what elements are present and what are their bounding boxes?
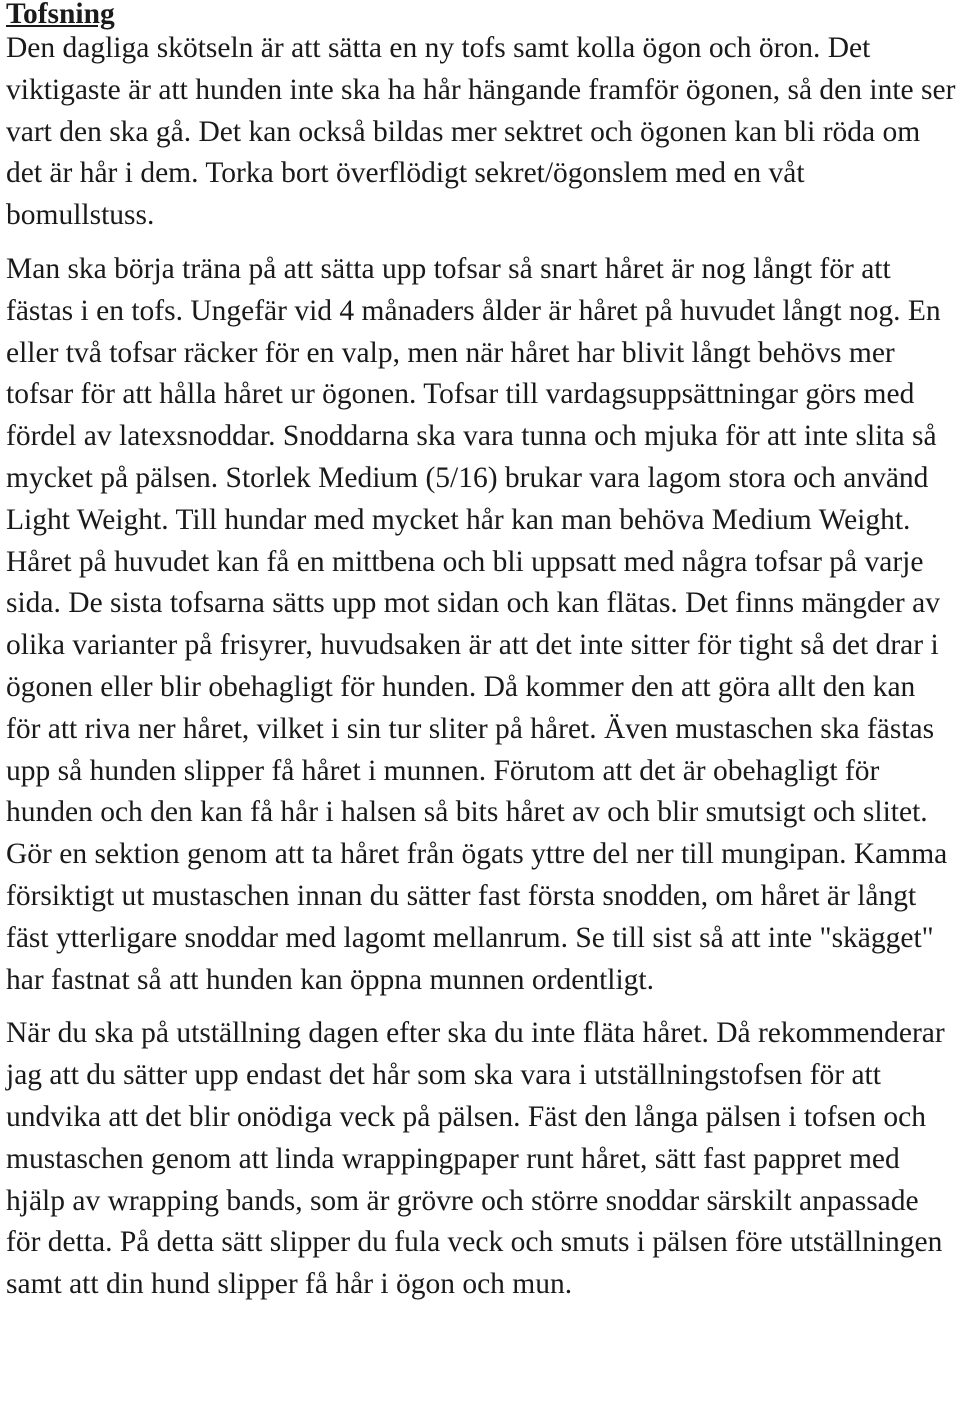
paragraph-show-preparation: När du ska på utställning dagen efter ska du inte fläta håret. Då rekommenderar jag att du sätter upp endast det hår som ska vara i utställningstofsen för att undvika att det blir onödiga veck på pälsen. Fäst den långa pälsen i tofsen och mustaschen genom att linda wrappingpaper runt håret, sätt fast pappret med hjälp av wrapping bands, som är grövre och större snoddar särskilt anpassade för detta. På detta sätt slipper du fula veck och smuts i pälsen före utställningen samt att din hund slipper få hår i ögon och mun.	[6, 1017, 945, 1301]
document-title: Tofsning	[6, 0, 115, 30]
paragraph-daily-care: Den dagliga skötseln är att sätta en ny tofs samt kolla ögon och öron. Det viktigaste är att hunden inte ska ha hår hängande framför ögonen, så den inte ser vart den ska gå. Det kan också bildas mer sektret och ögonen kan bli röda om det är hår i dem. Torka bort överflödigt sekret/ögonslem med en våt bomullstuss.	[6, 32, 956, 232]
document-page	[6, 0, 956, 1306]
paragraph-training-topknots: Man ska börja träna på att sätta upp tofsar så snart håret är nog långt för att fästas i en tofs. Ungefär vid 4 månaders ålder är håret på huvudet långt nog. En eller två tofsar räcker för en valp, men när håret har blivit långt behövs mer tofsar för att hålla håret ur ögonen. Tofsar till vardagsuppsättningar görs med fördel av latexsnoddar. Snoddarna ska vara tunna och mjuka för att inte slita så mycket på pälsen. Storlek Medium (5/16) brukar vara lagom stora och använd Light Weight. Till hundar med mycket hår kan man behöva Medium Weight. Håret på huvudet kan få en mittbena och bli uppsatt med några tofsar på varje sida. De sista tofsarna sätts upp mot sidan och kan flätas. Det finns mängder av olika varianter på frisyrer, huvudsaken är att det inte sitter för tight så det drar i ögonen eller blir obehagligt för hunden. Då kommer den att göra allt den kan för att riva ner håret, vilket i sin tur sliter på håret. Även mustaschen ska fästas upp så hunden slipper få håret i munnen. Förutom att det är obehagligt för hunden och den kan få hår i halsen så bits håret av och blir smutsigt och slitet. Gör en sektion genom att ta håret från ögats yttre del ner till mungipan. Kamma försiktigt ut mustaschen innan du sätter fast första snodden, om håret är långt fäst ytterligare snoddar med lagomt mellanrum. Se till sist så att inte "skägget" har fastnat så att hunden kan öppna munnen ordentligt.	[6, 252, 948, 996]
